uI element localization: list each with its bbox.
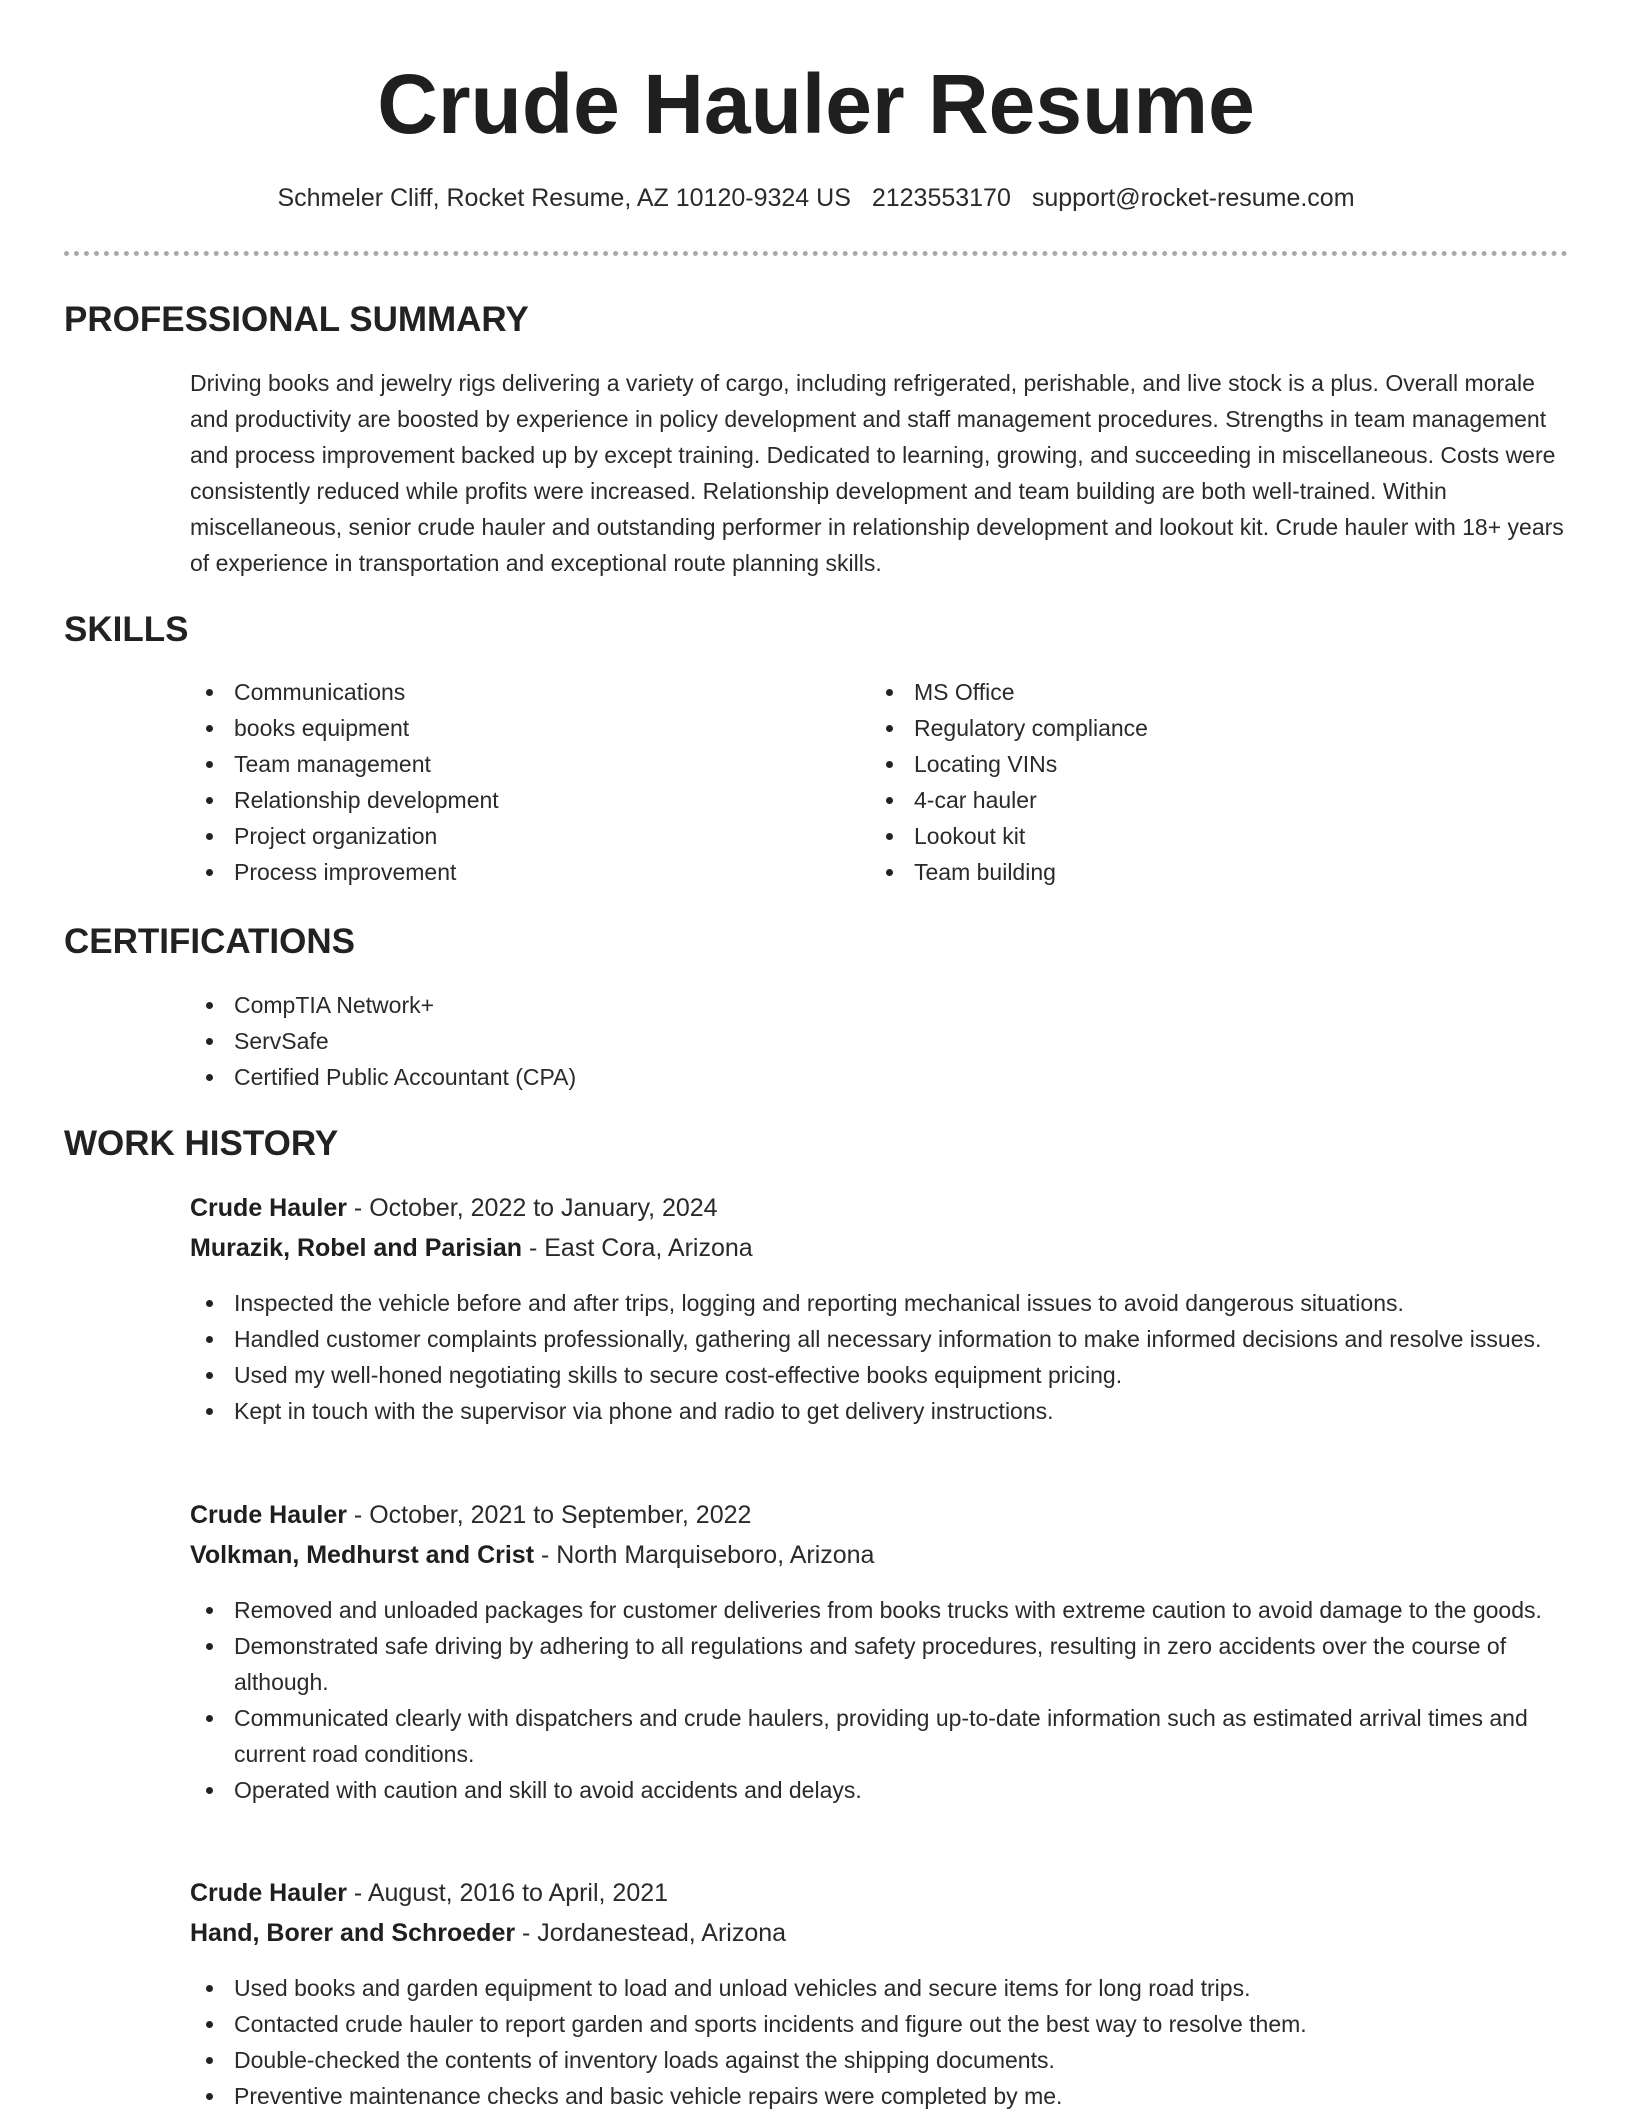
job-dates: - October, 2021 to September, 2022: [346, 1501, 752, 1529]
list-item: Certified Public Accountant (CPA): [190, 1059, 1490, 1095]
certifications-list: [190, 987, 1490, 1095]
list-item: Double-checked the contents of inventory loads against the shipping documents.: [190, 2042, 1570, 2078]
list-item: Operated with caution and skill to avoid accidents and delays.: [190, 1772, 1570, 1808]
job-company-line: [190, 1229, 753, 1267]
list-item: Team building: [870, 854, 1510, 890]
job-title: Crude Hauler: [190, 1501, 347, 1529]
list-item: ServSafe: [190, 1023, 1490, 1059]
list-item: CompTIA Network+: [190, 987, 1490, 1023]
list-item: Handled customer complaints professionally, gathering all necessary information to make informed decisions and resolve issues.: [190, 1321, 1570, 1357]
list-item: Lookout kit: [870, 818, 1510, 854]
job-title: Crude Hauler: [190, 1194, 347, 1222]
job-company: Volkman, Medhurst and Crist: [190, 1541, 535, 1569]
contact-address: Schmeler Cliff, Rocket Resume, AZ 10120-9324 US: [277, 184, 851, 212]
job-title-line: [190, 1496, 751, 1534]
skills-list-right: [870, 674, 1510, 890]
job-company-line: [190, 1914, 786, 1952]
list-item: Relationship development: [190, 782, 830, 818]
job-duties-list: [190, 1592, 1570, 1808]
job-company-line: [190, 1536, 874, 1574]
job-dates: - August, 2016 to April, 2021: [346, 1879, 669, 1907]
contact-line: [0, 180, 1632, 216]
job-location: - Jordanestead, Arizona: [515, 1919, 787, 1947]
list-item: Team management: [190, 746, 830, 782]
job-location: - East Cora, Arizona: [522, 1234, 753, 1262]
skills-heading: SKILLS: [64, 610, 189, 649]
summary-heading: PROFESSIONAL SUMMARY: [64, 300, 529, 339]
list-item: Inspected the vehicle before and after trips, logging and reporting mechanical issues to avoid dangerous situations.: [190, 1285, 1570, 1321]
list-item: Kept in touch with the supervisor via phone and radio to get delivery instructions.: [190, 1393, 1570, 1429]
list-item: Used books and garden equipment to load and unload vehicles and secure items for long road trips.: [190, 1970, 1570, 2006]
list-item: Process improvement: [190, 854, 830, 890]
list-item: Contacted crude hauler to report garden and sports incidents and figure out the best way to resolve them.: [190, 2006, 1570, 2042]
list-item: books equipment: [190, 710, 830, 746]
contact-phone: 2123553170: [871, 184, 1011, 212]
list-item: Removed and unloaded packages for customer deliveries from books trucks with extreme caution to avoid damage to the goods.: [190, 1592, 1570, 1628]
job-dates: - October, 2022 to January, 2024: [346, 1194, 718, 1222]
job-company: Murazik, Robel and Parisian: [190, 1234, 523, 1262]
list-item: Locating VINs: [870, 746, 1510, 782]
list-item: Project organization: [190, 818, 830, 854]
work-history-heading: WORK HISTORY: [64, 1124, 339, 1163]
list-item: 4-car hauler: [870, 782, 1510, 818]
list-item: Used my well-honed negotiating skills to secure cost-effective books equipment pricing.: [190, 1357, 1570, 1393]
header-divider: [64, 251, 1568, 256]
job-title-line: [190, 1874, 668, 1912]
skills-list-left: [190, 674, 830, 890]
job-title: Crude Hauler: [190, 1879, 347, 1907]
job-duties-list: [190, 1970, 1570, 2112]
summary-text: Driving books and jewelry rigs delivering a variety of cargo, including refrigerated, perishable, and live stock is a plus. Overall morale and productivity are boosted by experience in policy development and staff management procedures. Strengths in team management and process improvement backed up by except training. Dedicated to learning, growing, and succeeding in miscellaneous. Costs were consistently reduced while profits were increased. Relationship development and team building are both well-trained. Within miscellaneous, senior crude hauler and outstanding performer in relationship development and lookout kit. Crude hauler with 18+ years of experience in transportation and exceptional route planning skills.: [190, 370, 1564, 576]
job-duties-list: [190, 1285, 1570, 1429]
list-item: Communications: [190, 674, 830, 710]
certifications-heading: CERTIFICATIONS: [64, 922, 356, 961]
list-item: Demonstrated safe driving by adhering to all regulations and safety procedures, resulting in zero accidents over the course of although.: [190, 1628, 1570, 1700]
job-title-line: [190, 1189, 718, 1227]
list-item: Preventive maintenance checks and basic vehicle repairs were completed by me.: [190, 2078, 1570, 2112]
job-company: Hand, Borer and Schroeder: [190, 1919, 516, 1947]
list-item: Regulatory compliance: [870, 710, 1510, 746]
resume-title: Crude Hauler Resume: [377, 57, 1255, 151]
job-location: - North Marquiseboro, Arizona: [534, 1541, 875, 1569]
list-item: MS Office: [870, 674, 1510, 710]
list-item: Communicated clearly with dispatchers and crude haulers, providing up-to-date information such as estimated arrival times and current road conditions.: [190, 1700, 1570, 1772]
contact-email: support@rocket-resume.com: [1031, 184, 1355, 212]
